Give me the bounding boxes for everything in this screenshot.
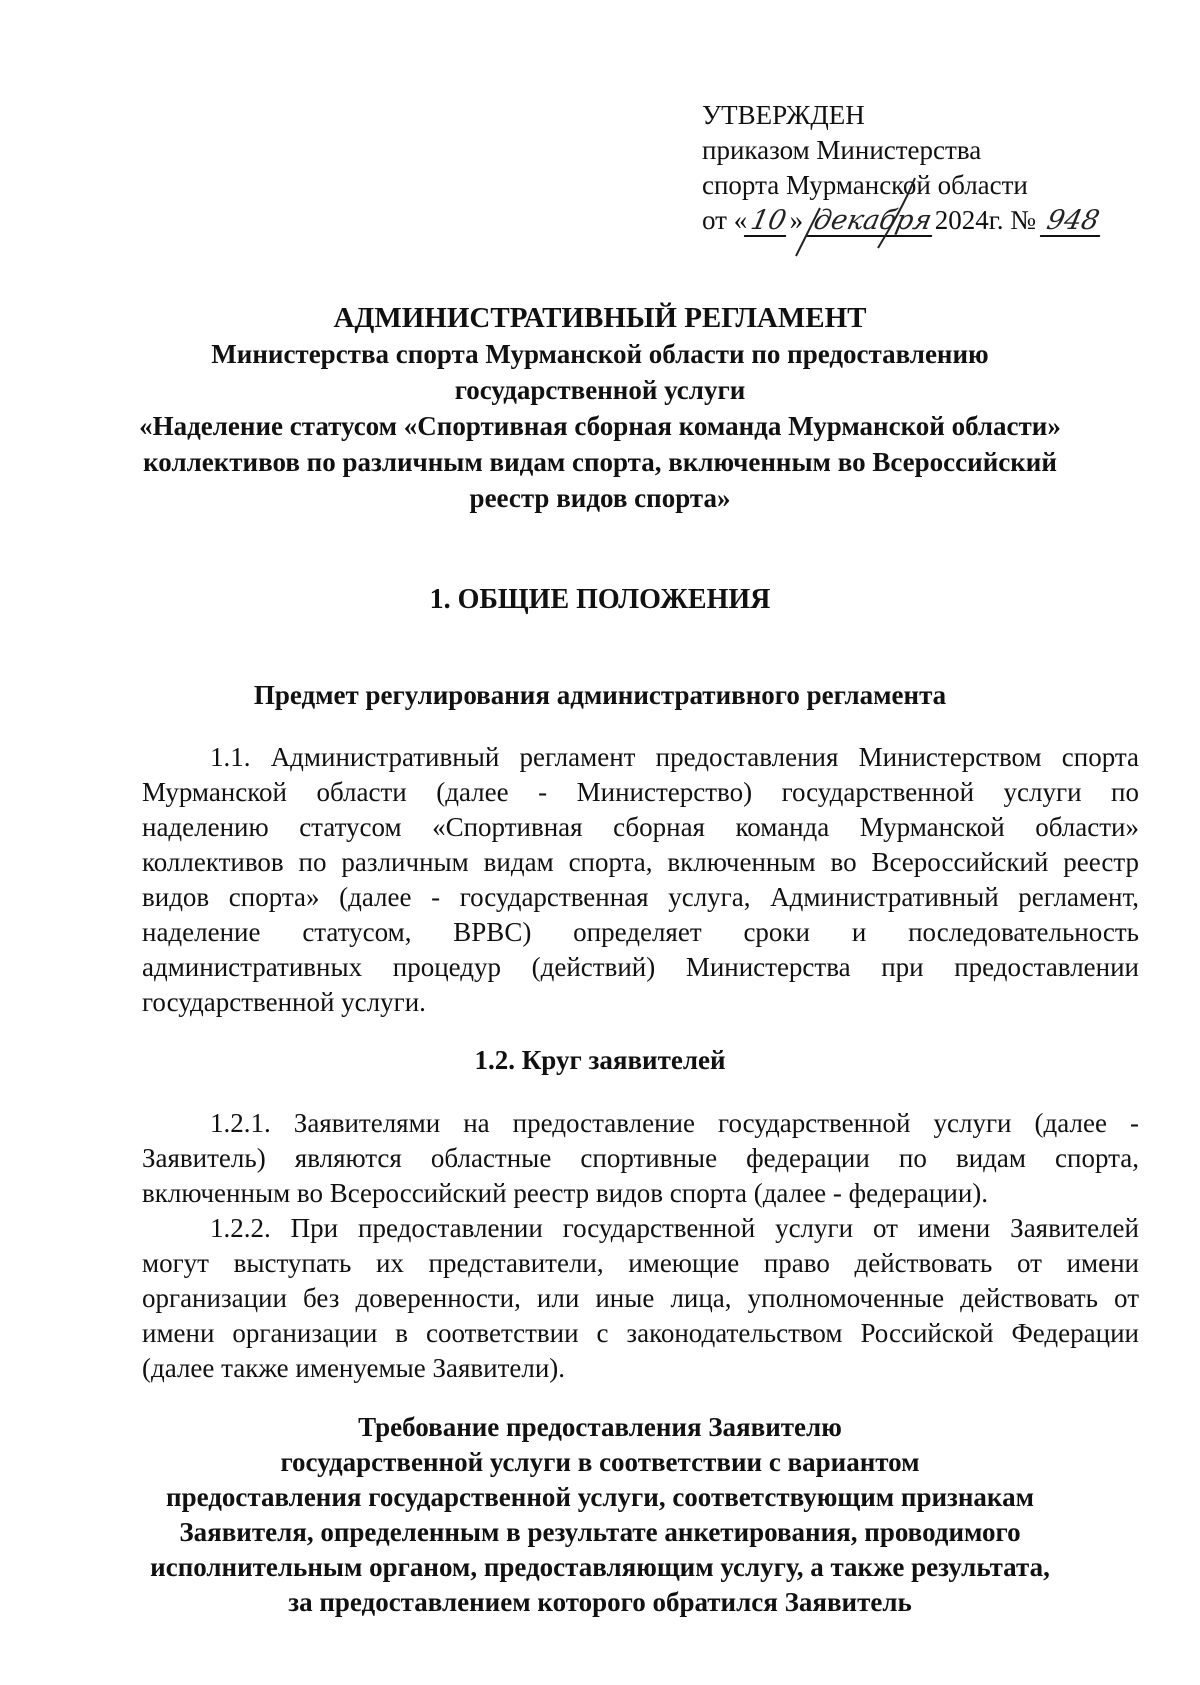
title-line-2: Министерства спорта Мурманской области по предоставлению <box>211 339 989 369</box>
order-number-handwritten: 948 <box>1040 207 1106 237</box>
requirement-heading-line: Требование предоставления Заявителю <box>358 1412 842 1442</box>
requirement-heading-line: исполнительным органом, предоставляющим услугу, а также результата, <box>150 1552 1050 1582</box>
requirement-heading-line: государственной услуги в соответствии с вариантом <box>280 1447 920 1477</box>
title-line-4: «Наделение статусом «Спортивная сборная команда Мурманской области» <box>139 411 1061 441</box>
date-prefix: от « <box>702 205 748 235</box>
approval-title: УТВЕРЖДЕН <box>702 100 865 130</box>
document-title <box>120 300 1080 516</box>
paragraph-line: (далее также именуемые Заявители). <box>142 1353 566 1383</box>
paragraph-line: государственной услуги. <box>142 987 426 1017</box>
title-line-5: коллективов по различным видам спорта, включенным во Всероссийский <box>143 447 1057 477</box>
paragraph-line: Мурманской области (далее - Министерство) государственной услуги по <box>142 777 1139 807</box>
section-1-subheading: Предмет регулирования административного регламента <box>253 680 947 710</box>
paragraph-1-2-1 <box>142 1106 1139 1211</box>
paragraph-line: наделению статусом «Спортивная сборная команда Мурманской области» <box>142 812 1139 842</box>
requirement-heading-line: за предоставлением которого обратился Заявитель <box>288 1587 912 1617</box>
paragraph-line: Заявитель) являются областные спортивные федерации по видам спорта, <box>142 1143 1139 1173</box>
paragraph-line: могут выступать их представители, имеющие право действовать от имени <box>142 1248 1139 1278</box>
section-1-heading: 1. ОБЩИЕ ПОЛОЖЕНИЯ <box>429 584 771 615</box>
requirement-heading <box>130 1410 1070 1620</box>
approval-ministry-line: спорта Мурманской области <box>702 170 1028 200</box>
requirement-heading-line: Заявителя, определенным в результате анкетирования, проводимого <box>179 1517 1021 1547</box>
title-line-6: реестр видов спорта» <box>469 483 731 513</box>
paragraph-line: включенным во Всероссийский реестр видов спорта (далее - федерации). <box>142 1178 989 1208</box>
approval-date-line <box>702 203 1132 238</box>
date-year: 2024г. № <box>934 205 1037 235</box>
paragraph-line: имени организации в соответствии с законодательством Российской Федерации <box>142 1318 1139 1348</box>
paragraph-line: организации без доверенности, или иные лица, уполномоченные действовать от <box>142 1283 1139 1313</box>
paragraph-line: наделение статусом, ВРВС) определяет сроки и последовательность <box>142 917 1139 947</box>
date-separator: » <box>789 205 804 235</box>
date-month-handwritten: декабря <box>807 207 938 237</box>
paragraph-1-2-2 <box>142 1211 1139 1386</box>
paragraph-line: административных процедур (действий) Министерства при предоставлении <box>142 952 1139 982</box>
title-main: АДМИНИСТРАТИВНЫЙ РЕГЛАМЕНТ <box>333 302 867 334</box>
paragraph-line: 1.2.2. При предоставлении государственной услуги от имени Заявителей <box>210 1213 1139 1243</box>
requirement-heading-line: предоставления государственной услуги, соответствующим признакам <box>166 1482 1034 1512</box>
paragraph-line: 1.2.1. Заявителями на предоставление государственной услуги (далее - <box>210 1108 1139 1138</box>
title-line-3: государственной услуги <box>454 375 746 405</box>
section-1-2-heading: 1.2. Круг заявителей <box>474 1045 726 1075</box>
paragraph-line: видов спорта» (далее - государственная услуга, Административный регламент, <box>142 882 1139 912</box>
approval-order-line: приказом Министерства <box>702 135 982 165</box>
date-day-handwritten: 10 <box>744 207 793 237</box>
paragraph-line: коллективов по различным видам спорта, включенным во Всероссийский реестр <box>142 847 1139 877</box>
paragraph-line: 1.1. Административный регламент предоставления Министерством спорта <box>210 742 1139 772</box>
paragraph-1-1 <box>142 740 1139 1020</box>
approval-block <box>702 98 1132 238</box>
